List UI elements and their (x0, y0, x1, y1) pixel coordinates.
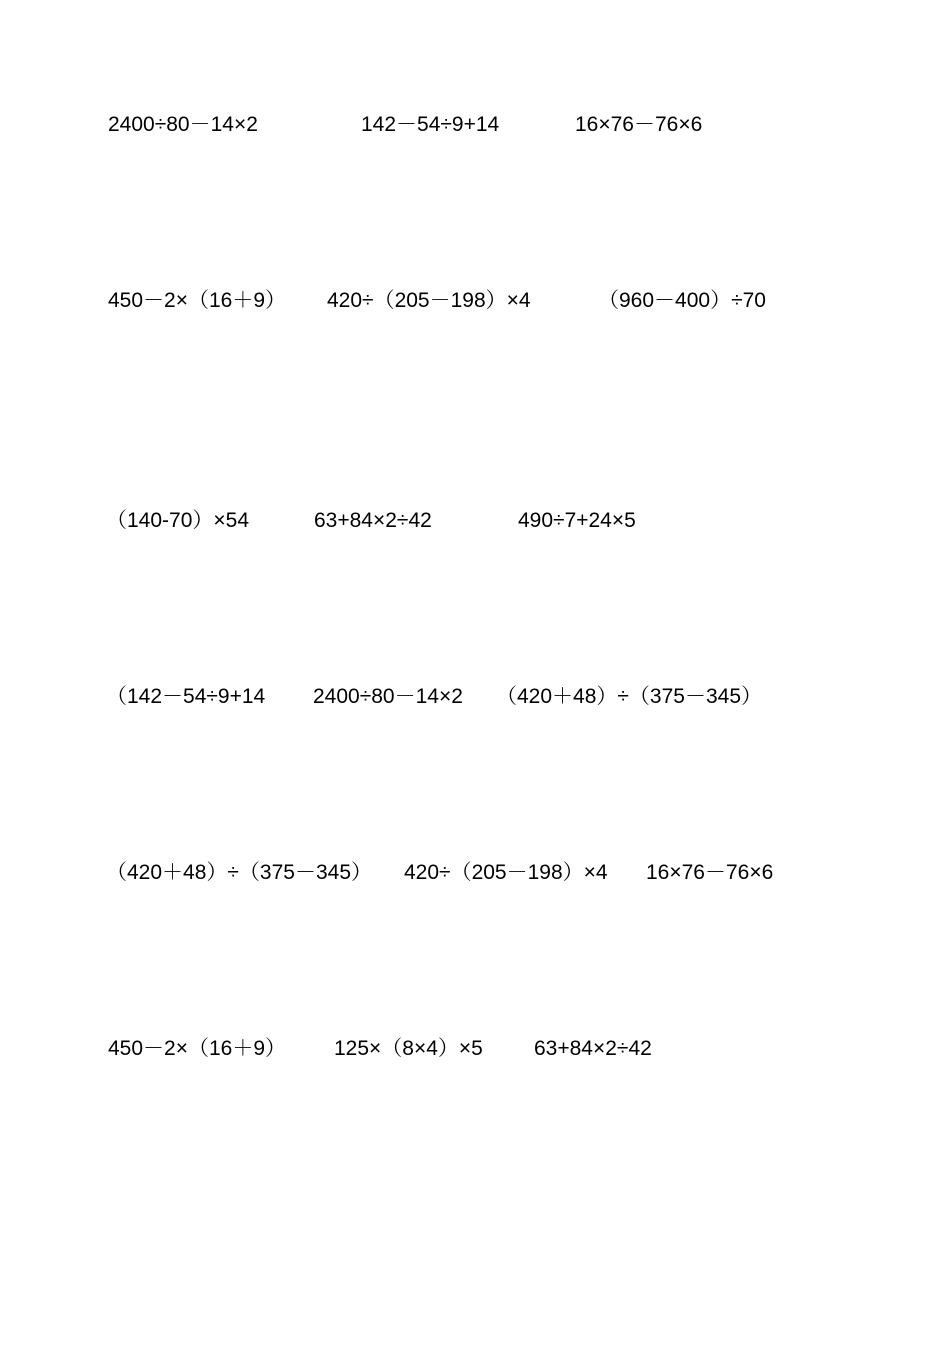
problem-4-2: 2400÷80－14×2 (313, 685, 463, 708)
problem-4-1: （142－54÷9+14 (106, 685, 266, 708)
problem-2-1: 450－2×（16＋9） (108, 289, 287, 312)
problem-2-2: 420÷（205－198）×4 (327, 289, 531, 312)
problem-2-3: （960－400）÷70 (598, 289, 766, 312)
problem-5-1: （420＋48）÷（375－345） (106, 861, 372, 884)
problem-6-3: 63+84×2÷42 (534, 1037, 652, 1060)
problem-4-3: （420＋48）÷（375－345） (496, 685, 762, 708)
problem-3-2: 63+84×2÷42 (314, 509, 432, 532)
problem-3-3: 490÷7+24×5 (518, 509, 636, 532)
problem-5-2: 420÷（205－198）×4 (404, 861, 608, 884)
problem-6-2: 125×（8×4）×5 (334, 1037, 483, 1060)
problem-3-1: （140-70）×54 (106, 509, 250, 532)
problem-6-1: 450－2×（16＋9） (108, 1037, 287, 1060)
problem-1-3: 16×76－76×6 (575, 113, 703, 136)
problem-5-3: 16×76－76×6 (646, 861, 774, 884)
problem-1-2: 142－54÷9+14 (361, 113, 500, 136)
problem-1-1: 2400÷80－14×2 (108, 113, 258, 136)
